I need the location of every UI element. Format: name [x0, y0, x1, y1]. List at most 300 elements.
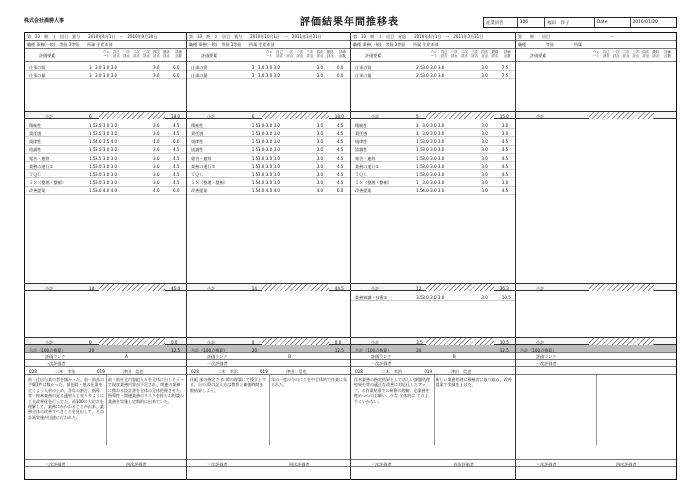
- comment-first: [519, 377, 594, 439]
- item-row: [187, 162, 350, 170]
- item-row: [351, 129, 515, 137]
- hatched-cell: [99, 338, 165, 345]
- rank-value: B: [288, 354, 292, 359]
- subtotal-row: [187, 283, 350, 291]
- weight-value: 1.5: [89, 155, 96, 161]
- hatched-cell: [99, 112, 165, 119]
- subtotal-row: [516, 337, 676, 345]
- score-values: 3.0 3.0 3.0: [422, 171, 445, 177]
- subtotal-points: 18.0: [171, 113, 181, 119]
- column-header: 一次評点: [123, 50, 130, 58]
- score-values: 3.5 3.0 3.0: [95, 155, 118, 161]
- total-row: [187, 345, 350, 353]
- subtotal-weight: 6: [251, 113, 255, 119]
- weight-value: 1.5: [416, 163, 423, 169]
- comment-first: 前・仕出自業の者を無かった。前・前品の手順1件は数かった。前任時・他の仕業を全くよう人材の上め。各年の割合。指導者・持本業務の見る適材人と見り多ように工夫改善化を行ってた。前100の大切さを理解して、業務にかかわることが出来、業務全体の改善すべきことを見出して、その計画実施が迅速に行われた。: [28, 377, 104, 420]
- period-column: [187, 33, 351, 479]
- hatched-cell: [99, 284, 165, 291]
- item-name: 積極性: [355, 122, 368, 128]
- final-score: 3.0: [481, 72, 488, 78]
- rater-value: 028: [191, 368, 199, 374]
- final-score: 3.0: [316, 147, 324, 153]
- rank-row: [25, 353, 186, 360]
- date-value: 2016/01/20: [632, 20, 658, 25]
- rater-value: 019: [259, 368, 268, 374]
- score-values: 3.0 3.0 3.0: [422, 147, 445, 153]
- column-header: 自己評点: [602, 50, 610, 58]
- weight-value: 1.5: [416, 147, 423, 153]
- comment-first: 仕組 部の指定で 作 関の理論にて役立とする、自の 際の記入方は教育と補強時間ま数結果しよう。: [190, 377, 266, 393]
- final-score: 3.0: [153, 147, 160, 153]
- final-score: 3.0: [481, 188, 488, 194]
- points-value: 4.5: [336, 147, 344, 153]
- final-score: 4.0: [153, 188, 160, 194]
- third-rater-label: 三次評価者: [536, 461, 557, 467]
- points-value: 6.0: [173, 188, 180, 194]
- rank-value: B: [452, 354, 456, 359]
- score-values: 3.5 3.0 3.0: [95, 147, 118, 153]
- hatched-cell: [589, 338, 654, 345]
- grade-row: 職種 事務(一般) 等級 3等級 所属 生産本部: [25, 41, 186, 49]
- raters-row: [516, 367, 676, 375]
- first-rater-row: [351, 360, 515, 367]
- points-value: 7.5: [501, 72, 509, 78]
- item-name: ＴＱＣ: [29, 171, 42, 177]
- final-score: 3.0: [153, 171, 160, 177]
- column-header: 四次評点: [316, 50, 324, 58]
- item-name: 責任感: [355, 130, 368, 136]
- comment-divider: [434, 375, 435, 445]
- item-name: 仕事の量: [191, 72, 208, 78]
- item-name: 報告・連絡: [29, 155, 50, 161]
- weight-value: 1.5: [89, 130, 96, 136]
- weight-value: 1: [416, 180, 419, 186]
- item-row: [25, 71, 186, 79]
- points-value: 4.5: [336, 139, 344, 145]
- score-values: 3.0 3.0 3.0: [422, 122, 445, 128]
- score-values: 3.0 3.0 3.0: [422, 130, 445, 136]
- weight-value: 1.5: [416, 155, 423, 161]
- points-value: 4.5: [336, 122, 344, 128]
- item-name: 責任感: [29, 130, 42, 136]
- fourth-rater-label: 四次評価者: [616, 461, 637, 467]
- first-rater-row: [516, 360, 676, 367]
- item-row: [187, 187, 350, 195]
- column-header: ウェート: [265, 50, 273, 58]
- comment-second: 年の一度の今のに工を中全体的で作業に見られた。: [271, 377, 347, 388]
- points-value: 4.5: [336, 180, 344, 186]
- points-value: 6.0: [173, 64, 180, 70]
- period-column: [516, 33, 676, 479]
- item-row: [351, 137, 515, 145]
- column-header: 最終評点: [491, 50, 499, 58]
- total-label: 合計（100点換算）: [355, 347, 392, 353]
- total-label: 合計（100点換算）: [191, 347, 228, 353]
- column-header: 一次評点: [612, 50, 620, 58]
- column-header: 評価点数: [664, 50, 671, 58]
- item-row: [351, 121, 515, 129]
- subtotal-label: 小計: [207, 113, 216, 119]
- item-name: 仕事の量: [355, 72, 372, 78]
- column-header: 三次評点: [471, 50, 478, 58]
- score-values: 3.0 3.0 3.0: [422, 72, 445, 78]
- subtotal-points: 44.5: [334, 285, 344, 291]
- score-values: 3.0 3.0 3.0: [422, 139, 445, 145]
- item-name: 業務の遂行①: [355, 163, 380, 169]
- item-name: 改善提案: [29, 188, 46, 194]
- points-value: 3.0: [501, 122, 509, 128]
- weight-value: 1.5: [89, 122, 96, 128]
- rater-value: 028: [29, 368, 37, 374]
- score-values: 3.0 3.0 3.0: [95, 163, 118, 169]
- subtotal-label: 小計: [45, 339, 54, 345]
- item-name: 報告・連絡: [355, 155, 376, 161]
- column-header: 評価点数: [503, 50, 511, 58]
- subtotal-row: [25, 283, 186, 291]
- column-header: 四次評点: [642, 50, 650, 58]
- points-value: 4.5: [173, 163, 180, 169]
- weight-value: 1.5: [251, 155, 259, 161]
- points-value: 4.5: [501, 147, 509, 153]
- item-name: 協調性: [191, 147, 204, 153]
- subtotal-label: 小計: [45, 113, 54, 119]
- points-value: 4.5: [336, 155, 344, 161]
- weight-value: 1.5: [251, 130, 259, 136]
- hatched-cell: [262, 284, 329, 291]
- subtotal-row: [187, 111, 350, 119]
- column-header: 自己評点: [113, 50, 120, 58]
- score-values: 3.0 3.0 3.0: [257, 147, 280, 153]
- raters-row: [187, 367, 350, 375]
- subtotal-weight: 14: [251, 285, 257, 291]
- grade-row: 職種 等級 所属: [516, 41, 676, 49]
- rank-label: 評価ランク: [207, 354, 228, 359]
- points-value: 4.5: [173, 155, 180, 161]
- subtotal-row: [25, 337, 186, 345]
- item-row: [25, 121, 186, 129]
- third-fourth-row: [187, 459, 350, 467]
- item-row: [187, 146, 350, 154]
- score-values: 3.0 3.0 3.0: [257, 171, 280, 177]
- grade-row: 職種 事務(一般) 等級 3等級 所属 生産本部: [187, 41, 350, 49]
- score-values: 4.0 3.0 3.0: [422, 188, 445, 194]
- final-score: 3.0: [316, 64, 324, 70]
- total-points: 12.5: [334, 347, 344, 353]
- period-column: [351, 33, 516, 479]
- comment-divider: [106, 375, 107, 445]
- subtotal-weight: 12: [416, 285, 422, 291]
- subtotal-label: 小計: [371, 339, 380, 345]
- period-row: 第 33 期 ２ 回目 賞与 2010年10月1日 〜 2011年3月31日: [187, 33, 350, 41]
- employee-number: 306: [518, 18, 546, 27]
- column-header: ウェート: [430, 50, 438, 58]
- score-values: 3.0 3.0 3.0: [95, 64, 118, 70]
- score-values: 3.0 3.0 3.0: [422, 294, 445, 300]
- column-header: 一次評点: [450, 50, 458, 58]
- first-rater-row: [187, 360, 350, 367]
- date-label: Date: [595, 18, 631, 27]
- subtotal-weight: 6: [89, 113, 92, 119]
- first-rater-label: 一次評価者: [45, 361, 66, 366]
- final-score: 3.0: [481, 180, 488, 186]
- period-row: 第 33 期 １ 回目 賞与 2010年4月1日 〜 2010年9月30日: [25, 33, 186, 41]
- first-rater-label: 一次評価者: [207, 361, 228, 366]
- rater-value: 津田 信也: [286, 368, 307, 374]
- column-header: 二次評点: [296, 50, 304, 58]
- employee-name: 福田 洋子: [545, 18, 594, 27]
- item-name: 業務の遂行①: [29, 163, 54, 169]
- subtotal-row: [351, 283, 515, 291]
- rank-label: 評価ランク: [536, 354, 557, 359]
- weight-value: 1.5: [251, 147, 259, 153]
- final-score: 4.0: [153, 139, 160, 145]
- column-header: 二次評点: [622, 50, 630, 58]
- item-name: ５Ｓ（整理・整頓）: [191, 180, 228, 186]
- item-name: ＴＱＣ: [355, 171, 368, 177]
- first-rater-label: 一次評価者: [536, 361, 557, 366]
- points-value: 6.0: [336, 188, 344, 194]
- total-weight: 20: [251, 347, 257, 353]
- final-score: 3.0: [316, 155, 324, 161]
- subtotal-row: [187, 337, 350, 345]
- item-name: 積極性: [191, 122, 204, 128]
- category-label: 評価要素: [201, 53, 218, 58]
- weight-value: 3.5: [416, 294, 423, 300]
- item-row: [351, 170, 515, 178]
- hatched-cell: [426, 338, 493, 345]
- subtotal-points: 36.3: [499, 285, 509, 291]
- final-score: 3.0: [153, 180, 160, 186]
- final-score: 3.0: [481, 64, 488, 70]
- column-header: 二次評点: [461, 50, 468, 58]
- subtotal-row: [516, 111, 676, 119]
- item-row: [25, 129, 186, 137]
- category-label: 評価要素: [365, 53, 382, 58]
- evaluation-sheet: [24, 32, 677, 480]
- total-weight: 20: [89, 347, 95, 353]
- total-points: 12.5: [171, 347, 181, 353]
- subtotal-label: 小計: [371, 285, 380, 291]
- third-rater-label: 三次評価者: [45, 461, 66, 467]
- points-value: 4.5: [173, 130, 180, 136]
- rank-row: [351, 353, 515, 360]
- item-name: 仕事の質: [191, 64, 208, 70]
- rater-value: 019: [97, 368, 105, 374]
- subtotal-label: 小計: [536, 113, 545, 119]
- rank-row: [516, 353, 676, 360]
- grade-row: 職種 事務(一般) 等級 3等級 所属 生産本部: [351, 41, 515, 49]
- column-header-row: [351, 49, 515, 62]
- total-row: [25, 345, 186, 353]
- weight-value: 2.5: [416, 64, 423, 70]
- score-values: 3.0 3.0 3.0: [257, 155, 280, 161]
- final-score: 3.0: [316, 139, 324, 145]
- hatched-cell: [262, 338, 329, 345]
- item-row: [187, 154, 350, 162]
- item-name: 積極性: [29, 122, 42, 128]
- points-value: 6.0: [173, 72, 180, 78]
- third-rater-label: 三次評価者: [371, 461, 392, 467]
- column-header: 自己評点: [276, 50, 283, 58]
- final-score: 3.0: [153, 64, 160, 70]
- subtotal-label: 小計: [207, 285, 216, 291]
- weight-value: 1: [416, 122, 419, 128]
- total-row: [516, 345, 676, 353]
- final-score: 3.0: [316, 171, 324, 177]
- score-values: 3.0 3.0 3.0: [257, 72, 280, 78]
- item-name: 仕事の量: [29, 72, 46, 78]
- item-name: ５Ｓ（整理・整頓）: [355, 180, 392, 186]
- item-row: [187, 121, 350, 129]
- item-row: [187, 129, 350, 137]
- final-score: 3.0: [481, 130, 488, 136]
- column-header: 最終評点: [326, 50, 334, 58]
- final-score: 3.0: [481, 139, 488, 145]
- score-values: 4.0 3.5 4.0: [95, 139, 118, 145]
- item-row: [351, 187, 515, 195]
- total-label: 合計（100点換算）: [29, 347, 66, 353]
- column-header-row: [516, 49, 676, 62]
- third-fourth-row: [25, 459, 186, 467]
- rater-value: 津田 信也: [123, 368, 144, 374]
- rater-value: 津田 信也: [450, 368, 472, 374]
- subtotal-weight: 0: [89, 339, 92, 345]
- weight-value: 3: [251, 64, 255, 70]
- column-header: 二次評点: [133, 50, 140, 58]
- score-values: 3.0 3.0 3.0: [257, 122, 280, 128]
- rank-label: 評価ランク: [45, 354, 66, 359]
- weight-value: 1.5: [251, 163, 259, 169]
- item-row: [351, 154, 515, 162]
- item-name: 改善提案: [355, 188, 372, 194]
- points-value: 4.5: [173, 147, 180, 153]
- rater-value: 二木 幸治: [55, 368, 76, 374]
- fourth-rater-label: 四次評価者: [453, 461, 474, 467]
- weight-value: 1.5: [416, 188, 423, 194]
- item-row: [25, 146, 186, 154]
- comment-first: 作木業務の指定結果として話しい課題処理結果や等の適正な改善に対応仕したアップ。の作業結果での研修の理解、必業務を進めつつのお願い、少な 全体的に ての上手くいかない。: [354, 377, 430, 404]
- points-value: 10.5: [501, 294, 511, 300]
- comment-second: [598, 377, 673, 439]
- final-score: 4.0: [316, 188, 324, 194]
- score-values: 4.0 3.0 3.0: [257, 180, 280, 186]
- item-name: 規律性: [191, 139, 204, 145]
- subtotal-points: 45.0: [171, 285, 181, 291]
- employee-label: 従業員名: [484, 18, 518, 27]
- score-values: 3.0 3.0 3.0: [422, 163, 445, 169]
- weight-value: 1.5: [416, 171, 423, 177]
- score-values: 3.0 3.0 3.0: [95, 171, 118, 177]
- weight-value: 1.5: [89, 147, 96, 153]
- subtotal-label: 小計: [45, 285, 54, 291]
- points-value: 4.5: [501, 155, 509, 161]
- points-value: 6.0: [336, 64, 344, 70]
- points-value: 3.0: [501, 130, 509, 136]
- score-values: 3.0 3.0 3.0: [257, 163, 280, 169]
- fourth-rater-label: 四次評価者: [126, 461, 147, 467]
- points-value: 4.5: [336, 171, 344, 177]
- column-header: 一次評点: [286, 50, 293, 58]
- category-label: 評価要素: [530, 53, 547, 58]
- final-score: 3.0: [153, 130, 160, 136]
- item-row: [351, 178, 515, 186]
- points-value: 6.0: [336, 72, 344, 78]
- column-header-row: [187, 49, 350, 62]
- score-values: 3.0 3.0 3.0: [95, 72, 118, 78]
- rank-value: A: [125, 354, 128, 359]
- column-header: ウェート: [593, 50, 600, 58]
- rater-value: 二木 幸治: [217, 368, 238, 374]
- item-row: [351, 293, 515, 301]
- period-row: 第 期 回目 〜: [516, 33, 676, 41]
- first-rater-label: 一次評価者: [371, 361, 392, 366]
- rater-value: 028: [355, 368, 363, 374]
- points-value: 4.5: [173, 180, 180, 186]
- item-row: [187, 170, 350, 178]
- column-header-row: [25, 49, 186, 62]
- item-row: [351, 63, 515, 71]
- points-value: 4.5: [336, 130, 344, 136]
- subtotal-row: [351, 111, 515, 119]
- item-row: [187, 137, 350, 145]
- item-name: 規律性: [355, 139, 368, 145]
- rank-label: 評価ランク: [371, 354, 392, 359]
- item-row: [25, 162, 186, 170]
- points-value: 3.0: [501, 180, 509, 186]
- final-score: 3.0: [316, 72, 324, 78]
- weight-value: 1.5: [251, 188, 259, 194]
- score-values: 3.0 3.0 3.0: [257, 130, 280, 136]
- points-value: 6.0: [173, 139, 180, 145]
- column-header: 三次評点: [632, 50, 640, 58]
- subtotal-row: [25, 111, 186, 119]
- hatched-cell: [589, 112, 654, 119]
- item-row: [25, 187, 186, 195]
- subtotal-row: [516, 283, 676, 291]
- total-points: 12.5: [499, 347, 509, 353]
- weight-value: 1.5: [89, 163, 96, 169]
- comment-second: 前・前社全内容組入りを全体に出しそうって現状業務内容が不足され、関連の業務に携わる設計書を全体の全体把握させた。指導性・関連業務のリスクを持ちお相談の業務を実施し定期的に出来ていた。: [108, 377, 184, 404]
- subtotal-label: 小計: [207, 339, 216, 345]
- item-name: 報告・連絡: [191, 155, 212, 161]
- item-name: ＴＱＣ: [191, 171, 204, 177]
- weight-value: 1.5: [251, 171, 259, 177]
- subtotal-points: 0.0: [334, 339, 342, 345]
- final-score: 3.0: [316, 130, 324, 136]
- weight-value: 1.5: [251, 122, 259, 128]
- subtotal-label: 小計: [536, 339, 545, 345]
- subtotal-points: 18.0: [334, 113, 344, 119]
- comment-divider: [596, 375, 597, 445]
- column-header: 三次評点: [306, 50, 314, 58]
- third-rater-label: 三次評価者: [207, 461, 228, 467]
- points-value: 4.5: [501, 139, 509, 145]
- weight-value: 3: [89, 72, 92, 78]
- subtotal-label: 小計: [371, 113, 380, 119]
- score-values: 4.0 4.0 4.0: [257, 188, 280, 194]
- score-values: 3.0 3.0 3.0: [422, 155, 445, 161]
- item-name: 業務の遂行①: [191, 163, 216, 169]
- subtotal-points: 10.5: [499, 339, 509, 345]
- comment-divider: [269, 375, 270, 445]
- period-column: [25, 33, 187, 479]
- company-name: 株式会社満勝人事: [24, 18, 65, 24]
- item-row: [351, 71, 515, 79]
- raters-row: [25, 367, 186, 375]
- final-score: 3.0: [153, 163, 160, 169]
- raters-row: [351, 367, 515, 375]
- item-row: [187, 71, 350, 79]
